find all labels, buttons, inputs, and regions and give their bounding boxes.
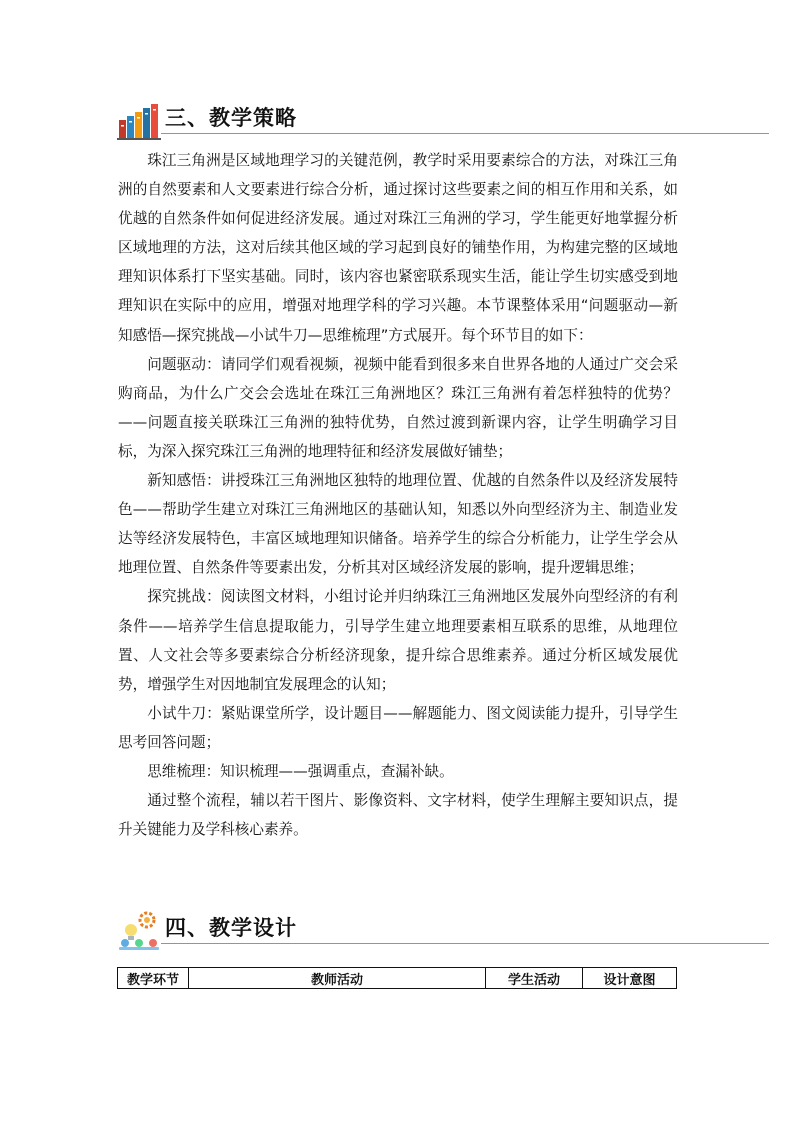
- paragraph: 通过整个流程，辅以若干图片、影像资料、文字材料，使学生理解主要知识点，提升关键能力及学科核心素养。: [118, 792, 678, 839]
- table-header-row: [118, 968, 677, 989]
- section-title: 四、教学设计: [165, 916, 297, 940]
- gear-bulb-icon: [117, 910, 161, 950]
- paragraph: 小试牛刀：紧贴课堂所学，设计题目——解题能力、图文阅读能力提升，引导学生思考回答问题；: [118, 704, 678, 751]
- section-title: 三、教学策略: [165, 106, 297, 130]
- paragraph: 珠江三角洲是区域地理学习的关键范例，教学时采用要素综合的方法，对珠江三角洲的自然要素和人文要素进行综合分析，通过探讨这些要素之间的相互作用和关系，如优越的自然条件如何促进经济发展。通过对珠江三角洲的学习，学生能更好地掌握分析区域地理的方法，这对后续其他区域的学习起到良好的铺垫作用，为构建完整的区域地理知识体系打下坚实基础。同时，该内容也紧密联系现实生活，能让学生切实感受到地理知识在实际中的应用，增强对地理学科的学习兴趣。本节课整体采用“问题驱动—新知感悟—探究挑战—小试牛刀—思维梳理”方式展开。每个环节目的如下：: [118, 152, 678, 344]
- paragraph: 新知感悟：讲授珠江三角洲地区独特的地理位置、优越的自然条件以及经济发展特色——帮助学生建立对珠江三角洲地区的基础认知，知悉以外向型经济为主、制造业发达等经济发展特色，丰富区域地理知识储备。培养学生的综合分析能力，让学生学会从地理位置、自然条件等要素出发，分析其对区域经济发展的影响，提升逻辑思维；: [118, 472, 678, 577]
- section-divider: [161, 943, 769, 944]
- section-header-strategy: [117, 96, 769, 140]
- paragraph: 探究挑战：阅读图文材料，小组讨论并归纳珠江三角洲地区发展外向型经济的有利条件——培养学生信息提取能力，引导学生建立地理要素相互联系的思维，从地理位置、人文社会等多要素综合分析经济现象，提升综合思维素养。通过分析区域发展优势，增强学生对因地制宜发展理念的认知；: [118, 588, 678, 693]
- strategy-body: [118, 146, 678, 844]
- section-divider: [161, 133, 769, 134]
- column-header-stage: 教学环节: [118, 968, 189, 989]
- section-header-design: [117, 906, 769, 950]
- paragraph: 问题驱动：请同学们观看视频，视频中能看到很多来自世界各地的人通过广交会采购商品，为什么广交会会选址在珠江三角洲地区？珠江三角洲有着怎样独特的优势？——问题直接关联珠江三角洲的独特优势，自然过渡到新课内容，让学生明确学习目标，为深入探究珠江三角洲的地理特征和经济发展做好铺垫；: [118, 355, 678, 460]
- column-header-student-activity: 学生活动: [486, 968, 583, 989]
- column-header-teacher-activity: 教师活动: [189, 968, 486, 989]
- paragraph: 思维梳理：知识梳理——强调重点，查漏补缺。: [147, 762, 454, 780]
- column-header-design-intent: 设计意图: [583, 968, 677, 989]
- books-icon: [117, 100, 161, 140]
- teaching-design-table: [117, 967, 677, 989]
